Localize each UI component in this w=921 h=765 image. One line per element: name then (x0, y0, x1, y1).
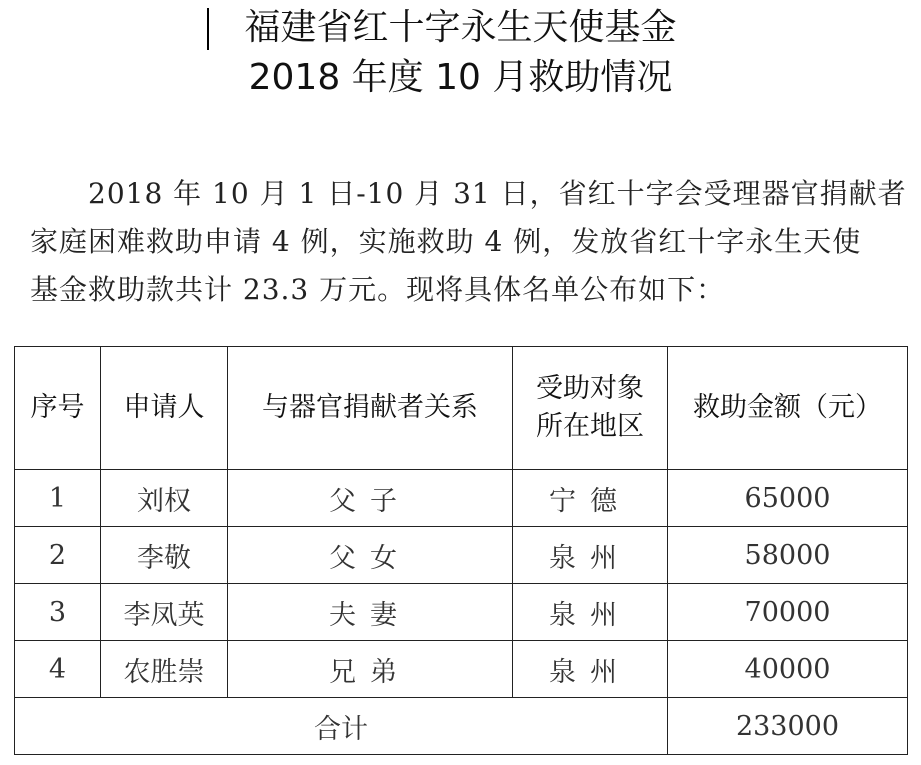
cell-seq: 4 (15, 641, 101, 698)
header-region (513, 347, 668, 470)
intro-paragraph (30, 170, 914, 314)
header-seq: 序号 (15, 347, 101, 470)
document-title-line2: 2018 年度 10 月救助情况 (248, 57, 673, 98)
table-total-row (15, 698, 908, 755)
paragraph-line: 基金救助款共计 23.3 万元。现将具体名单公布如下： (30, 273, 726, 306)
header-region-line1: 受助对象 (536, 373, 644, 404)
cell-region: 泉州 (513, 584, 668, 641)
total-amount: 233000 (668, 698, 908, 755)
cell-region: 泉州 (513, 641, 668, 698)
header-amount: 救助金额（元） (668, 347, 908, 470)
table-row (15, 527, 908, 584)
cell-region: 宁德 (513, 470, 668, 527)
table-header-row (15, 347, 908, 470)
table-row (15, 470, 908, 527)
cell-amount: 70000 (668, 584, 908, 641)
total-label: 合计 (15, 698, 668, 755)
header-relation: 与器官捐献者关系 (228, 347, 513, 470)
cell-seq: 2 (15, 527, 101, 584)
cell-amount: 40000 (668, 641, 908, 698)
cell-name: 农胜崇 (101, 641, 228, 698)
header-region-line2: 所在地区 (536, 411, 644, 442)
table-row (15, 641, 908, 698)
cell-relation: 父女 (228, 527, 513, 584)
table-row (15, 584, 908, 641)
cell-amount: 58000 (668, 527, 908, 584)
cell-relation: 夫妻 (228, 584, 513, 641)
header-applicant: 申请人 (101, 347, 228, 470)
paragraph-line: 2018 年 10 月 1 日-10 月 31 日，省红十字会受理器官捐献者 (88, 177, 907, 210)
paragraph-line: 家庭困难救助申请 4 例，实施救助 4 例，发放省红十字永生天使 (30, 225, 862, 258)
cell-relation: 父子 (228, 470, 513, 527)
cell-seq: 3 (15, 584, 101, 641)
document-title-line1: 福建省红十字永生天使基金 (244, 7, 677, 48)
cell-seq: 1 (15, 470, 101, 527)
cell-amount: 65000 (668, 470, 908, 527)
cell-relation: 兄弟 (228, 641, 513, 698)
cell-name: 李凤英 (101, 584, 228, 641)
cell-name: 李敬 (101, 527, 228, 584)
cell-name: 刘权 (101, 470, 228, 527)
aid-table (14, 346, 908, 755)
cell-region: 泉州 (513, 527, 668, 584)
